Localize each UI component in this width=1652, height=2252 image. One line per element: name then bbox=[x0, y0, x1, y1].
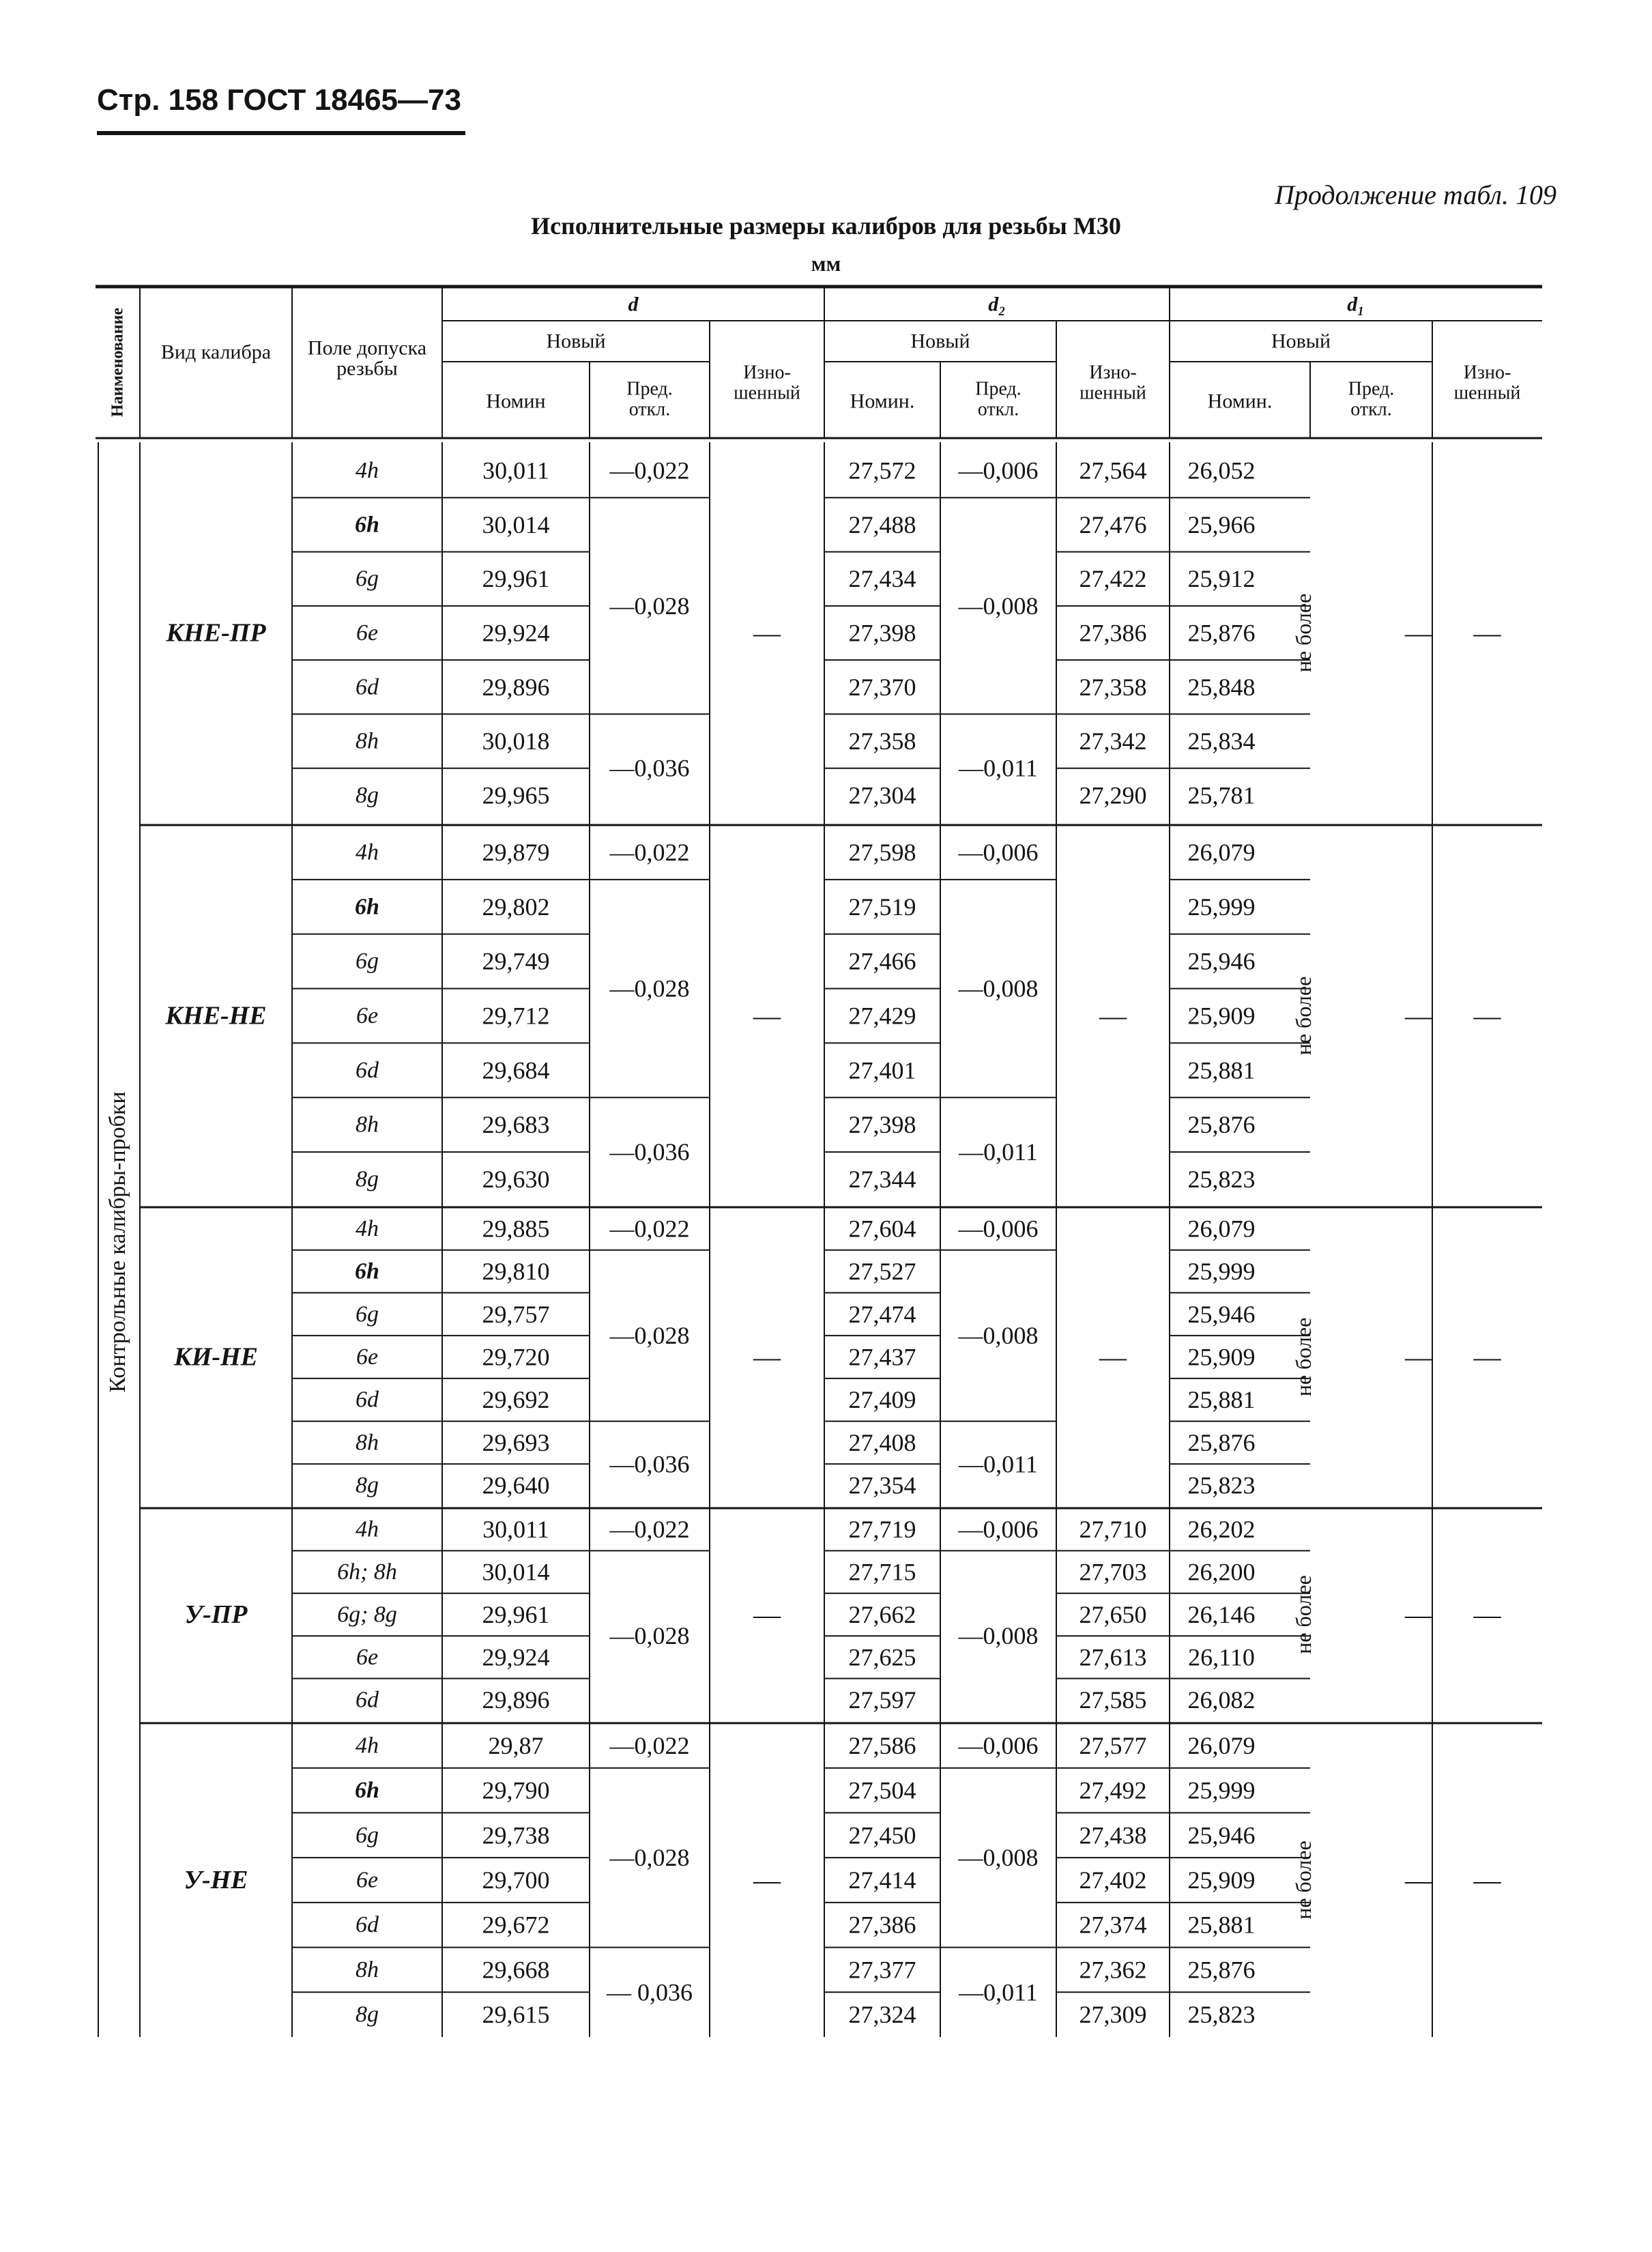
d1-nominal: 26,052 bbox=[1187, 457, 1256, 485]
d1-limit-deviation: — bbox=[1405, 618, 1432, 648]
tolerance-field: 6h bbox=[355, 512, 379, 538]
header-nominal: Номин. bbox=[850, 390, 915, 413]
header-d: d bbox=[628, 293, 639, 316]
d1-nominal: 26,200 bbox=[1187, 1558, 1256, 1586]
d2-nominal: 27,662 bbox=[848, 1601, 916, 1628]
gauge-name: У-ПР bbox=[184, 1600, 248, 1629]
tolerance-field: 8g bbox=[356, 2002, 379, 2027]
tolerance-field: 6g bbox=[356, 949, 379, 975]
d2-worn: 27,362 bbox=[1079, 1956, 1147, 1984]
d2-nominal: 27,354 bbox=[848, 1471, 916, 1499]
d2-nominal: 27,377 bbox=[848, 1956, 916, 1984]
header-tolerance-field: Поле допуска bbox=[307, 336, 427, 360]
d2-nominal: 27,527 bbox=[848, 1258, 916, 1286]
d1-nominal: 26,082 bbox=[1187, 1686, 1256, 1714]
d2-limit-deviation: —0,008 bbox=[958, 592, 1039, 620]
tolerance-field: 4h bbox=[356, 458, 379, 484]
d1-nominal: 25,823 bbox=[1187, 1471, 1256, 1499]
d2-nominal: 27,586 bbox=[848, 1731, 916, 1759]
d2-nominal: 27,604 bbox=[848, 1215, 916, 1243]
not-more-label: не более bbox=[1291, 976, 1316, 1056]
d2-limit-deviation: —0,006 bbox=[958, 457, 1039, 485]
not-more-label: не более bbox=[1291, 1575, 1316, 1654]
not-more-label: не более bbox=[1291, 1840, 1316, 1920]
d1-nominal: 26,146 bbox=[1187, 1601, 1256, 1628]
d1-nominal: 25,946 bbox=[1187, 1821, 1256, 1849]
header-new: Новый bbox=[546, 330, 606, 353]
d1-limit-deviation: — bbox=[1405, 1342, 1432, 1372]
d-nominal: 29,630 bbox=[482, 1166, 550, 1194]
d2-limit-deviation: —0,006 bbox=[958, 1516, 1039, 1544]
d2-nominal: 27,386 bbox=[848, 1911, 916, 1939]
d2-worn: 27,613 bbox=[1079, 1643, 1147, 1671]
d2-nominal: 27,598 bbox=[848, 838, 916, 866]
d-limit-deviation: — 0,036 bbox=[607, 1978, 693, 2006]
d2-limit-deviation: —0,006 bbox=[958, 838, 1039, 866]
d1-nominal: 25,881 bbox=[1187, 1056, 1256, 1084]
d1-nominal: 26,079 bbox=[1187, 1731, 1256, 1759]
tolerance-field: 8g bbox=[356, 1473, 379, 1499]
d2-nominal: 27,715 bbox=[848, 1558, 916, 1586]
d-nominal: 29,757 bbox=[482, 1300, 550, 1328]
d2-worn: 27,650 bbox=[1079, 1601, 1147, 1628]
d2-worn: 27,342 bbox=[1079, 727, 1147, 755]
d-nominal: 29,700 bbox=[482, 1866, 550, 1894]
d-nominal: 29,87 bbox=[488, 1731, 544, 1759]
header-worn: Изно- bbox=[1089, 362, 1137, 384]
d2-limit-deviation: —0,011 bbox=[959, 1978, 1038, 2006]
gauge-name: У-НЕ bbox=[184, 1866, 248, 1894]
d2-nominal: 27,434 bbox=[848, 565, 916, 593]
d2-nominal: 27,398 bbox=[848, 1111, 916, 1139]
header-new: Новый bbox=[1271, 330, 1331, 353]
d2-limit-deviation: —0,008 bbox=[958, 1622, 1039, 1650]
d-limit-deviation: —0,036 bbox=[609, 754, 690, 782]
d1-nominal: 25,881 bbox=[1187, 1911, 1256, 1939]
d-nominal: 29,738 bbox=[482, 1821, 550, 1849]
d-nominal: 29,684 bbox=[482, 1056, 550, 1084]
d1-nominal: 25,881 bbox=[1187, 1386, 1256, 1414]
tolerance-field: 4h bbox=[356, 839, 379, 865]
tolerance-field: 6e bbox=[356, 620, 379, 646]
d2-worn: 27,577 bbox=[1079, 1731, 1147, 1759]
d2-limit-deviation: —0,008 bbox=[958, 1322, 1039, 1350]
d2-nominal: 27,304 bbox=[848, 781, 916, 809]
d1-nominal: 25,946 bbox=[1187, 1300, 1256, 1328]
d2-nominal: 27,466 bbox=[848, 947, 916, 975]
d1-worn: — bbox=[1473, 1864, 1501, 1896]
tolerance-field: 6g bbox=[356, 566, 379, 592]
tolerance-field: 6h bbox=[355, 1778, 379, 1804]
d1-nominal: 25,876 bbox=[1187, 1956, 1256, 1984]
tolerance-field: 6h bbox=[355, 894, 379, 920]
d-limit-deviation: —0,028 bbox=[609, 975, 690, 1002]
d2-worn: 27,492 bbox=[1079, 1776, 1147, 1804]
d-nominal: 29,712 bbox=[482, 1002, 550, 1030]
d-limit-deviation: —0,028 bbox=[609, 1844, 690, 1872]
tolerance-field: 6d bbox=[356, 674, 379, 700]
tolerance-field: 8h bbox=[356, 1112, 379, 1138]
tolerance-field: 4h bbox=[356, 1215, 379, 1241]
d-nominal: 30,011 bbox=[482, 1516, 549, 1544]
d1-worn: — bbox=[1473, 618, 1501, 648]
d2-worn: 27,703 bbox=[1079, 1558, 1147, 1586]
d-nominal: 29,693 bbox=[482, 1428, 550, 1456]
d1-worn: — bbox=[1473, 1342, 1501, 1372]
tolerance-field: 6d bbox=[356, 1687, 379, 1713]
tolerance-field: 6d bbox=[356, 1057, 379, 1083]
d-nominal: 29,961 bbox=[482, 1601, 550, 1628]
table-unit: мм bbox=[811, 251, 841, 276]
header-d1: d₁ bbox=[1347, 293, 1365, 316]
d-nominal: 30,018 bbox=[482, 727, 550, 755]
table-continuation: Продолжение табл. 109 bbox=[1274, 179, 1556, 210]
gauge-name: КНЕ-ПР bbox=[166, 618, 266, 648]
group-label: Контрольные калибры-пробки bbox=[105, 1091, 130, 1393]
d1-nominal: 25,909 bbox=[1187, 1343, 1256, 1371]
d2-nominal: 27,401 bbox=[848, 1056, 916, 1084]
d1-nominal: 25,823 bbox=[1187, 1166, 1256, 1194]
d-nominal: 29,802 bbox=[482, 893, 550, 921]
d-nominal: 29,961 bbox=[482, 565, 550, 593]
d2-worn: — bbox=[1099, 1342, 1127, 1372]
d-nominal: 29,810 bbox=[482, 1258, 550, 1286]
d2-limit-deviation: —0,008 bbox=[958, 1844, 1039, 1872]
tolerance-field: 6g bbox=[356, 1822, 379, 1848]
d1-nominal: 25,999 bbox=[1187, 1258, 1256, 1286]
d2-worn: 27,402 bbox=[1079, 1866, 1147, 1894]
tolerance-field: 6h; 8h bbox=[337, 1559, 397, 1585]
d2-worn: 27,358 bbox=[1079, 673, 1147, 701]
d2-limit-deviation: —0,008 bbox=[958, 975, 1039, 1002]
d-nominal: 29,749 bbox=[482, 947, 550, 975]
d1-nominal: 25,909 bbox=[1187, 1866, 1256, 1894]
d-nominal: 29,790 bbox=[482, 1776, 550, 1804]
d1-limit-deviation: — bbox=[1405, 1599, 1432, 1630]
d1-nominal: 25,848 bbox=[1187, 673, 1256, 701]
d2-limit-deviation: —0,006 bbox=[958, 1215, 1039, 1243]
d1-nominal: 25,834 bbox=[1187, 727, 1256, 755]
header-limit-deviation: откл. bbox=[1350, 399, 1392, 420]
d2-worn: 27,585 bbox=[1079, 1686, 1147, 1714]
d-nominal: 29,672 bbox=[482, 1911, 550, 1939]
header-worn: Изно- bbox=[743, 362, 791, 384]
d-limit-deviation: —0,022 bbox=[609, 1516, 690, 1544]
d2-nominal: 27,719 bbox=[848, 1516, 916, 1544]
table-title: Исполнительные размеры калибров для резьбы М30 bbox=[531, 212, 1121, 240]
d2-nominal: 27,398 bbox=[848, 619, 916, 647]
d1-nominal: 25,781 bbox=[1187, 781, 1256, 809]
d1-nominal: 26,110 bbox=[1188, 1643, 1255, 1671]
header-name: Наименование bbox=[108, 308, 127, 417]
d2-nominal: 27,414 bbox=[848, 1866, 916, 1894]
d-worn: — bbox=[753, 1864, 781, 1896]
d2-nominal: 27,344 bbox=[848, 1166, 916, 1194]
header-nominal: Номин bbox=[486, 390, 546, 413]
tolerance-field: 6e bbox=[356, 1867, 379, 1893]
d-nominal: 29,692 bbox=[482, 1386, 550, 1414]
d-worn: — bbox=[753, 1599, 781, 1630]
d2-nominal: 27,409 bbox=[848, 1386, 916, 1414]
d1-nominal: 26,079 bbox=[1187, 838, 1256, 866]
d2-limit-deviation: —0,011 bbox=[959, 754, 1038, 782]
d1-worn: — bbox=[1473, 1599, 1501, 1630]
d2-worn: 27,374 bbox=[1079, 1911, 1147, 1939]
d1-nominal: 25,912 bbox=[1187, 565, 1256, 593]
d-nominal: 29,640 bbox=[482, 1471, 550, 1499]
gauge-name: КИ-НЕ bbox=[174, 1342, 258, 1372]
d1-nominal: 25,999 bbox=[1187, 1776, 1256, 1804]
d2-worn: 27,438 bbox=[1079, 1821, 1147, 1849]
d-limit-deviation: —0,036 bbox=[609, 1138, 690, 1166]
header-nominal: Номин. bbox=[1207, 390, 1273, 413]
d1-nominal: 25,966 bbox=[1187, 510, 1256, 538]
d1-nominal: 26,079 bbox=[1187, 1215, 1256, 1243]
tolerance-field: 6d bbox=[356, 1387, 379, 1413]
tolerance-field: 8h bbox=[356, 1957, 379, 1982]
d-nominal: 30,014 bbox=[482, 510, 550, 538]
d-nominal: 29,965 bbox=[482, 781, 550, 809]
d-limit-deviation: —0,036 bbox=[609, 1450, 690, 1478]
d-nominal: 29,683 bbox=[482, 1111, 550, 1139]
d-limit-deviation: —0,028 bbox=[609, 1322, 690, 1350]
header-limit-deviation: Пред. bbox=[975, 378, 1021, 400]
d2-worn: 27,710 bbox=[1079, 1516, 1147, 1544]
tolerance-field: 6h bbox=[355, 1258, 379, 1284]
tolerance-field: 8h bbox=[356, 728, 379, 754]
d-worn: — bbox=[753, 618, 781, 648]
d-nominal: 29,896 bbox=[482, 1686, 550, 1714]
d2-nominal: 27,408 bbox=[848, 1428, 916, 1456]
d1-limit-deviation: — bbox=[1405, 1864, 1432, 1896]
header-tolerance-field: резьбы bbox=[336, 357, 398, 380]
not-more-label: не более bbox=[1291, 593, 1316, 673]
tolerance-field: 6e bbox=[356, 1003, 379, 1028]
d-nominal: 29,924 bbox=[482, 1643, 550, 1671]
d1-nominal: 25,876 bbox=[1187, 1428, 1256, 1456]
tolerance-field: 8h bbox=[356, 1430, 379, 1456]
header-worn: шенный bbox=[734, 382, 800, 404]
d1-nominal: 25,876 bbox=[1187, 1111, 1256, 1139]
d2-nominal: 27,324 bbox=[848, 2001, 916, 2029]
d2-limit-deviation: —0,006 bbox=[958, 1731, 1039, 1759]
d-nominal: 29,615 bbox=[482, 2001, 550, 2029]
d-nominal: 29,879 bbox=[482, 838, 550, 866]
d2-limit-deviation: —0,011 bbox=[959, 1138, 1038, 1166]
d-limit-deviation: —0,022 bbox=[609, 1215, 690, 1243]
d-worn: — bbox=[753, 1000, 781, 1031]
d2-worn: 27,476 bbox=[1079, 510, 1147, 538]
d-limit-deviation: —0,028 bbox=[609, 1622, 690, 1650]
d-nominal: 29,924 bbox=[482, 619, 550, 647]
not-more-label: не более bbox=[1291, 1317, 1316, 1397]
tolerance-field: 6g bbox=[356, 1301, 379, 1327]
d1-nominal: 26,202 bbox=[1187, 1516, 1256, 1544]
d2-worn: 27,386 bbox=[1079, 619, 1147, 647]
d-nominal: 30,014 bbox=[482, 1558, 550, 1586]
tolerance-field: 6g; 8g bbox=[337, 1602, 397, 1628]
d1-nominal: 25,909 bbox=[1187, 1002, 1256, 1030]
d1-nominal: 25,946 bbox=[1187, 947, 1256, 975]
tolerance-field: 6e bbox=[356, 1644, 379, 1670]
header-worn: шенный bbox=[1079, 382, 1146, 404]
page-header: Стр. 158 ГОСТ 18465—73 bbox=[97, 83, 461, 117]
tolerance-field: 6e bbox=[356, 1344, 379, 1370]
d-nominal: 29,668 bbox=[482, 1956, 550, 1984]
d2-worn: 27,564 bbox=[1079, 457, 1147, 485]
d2-worn: — bbox=[1099, 1000, 1127, 1031]
d2-nominal: 27,504 bbox=[848, 1776, 916, 1804]
d2-nominal: 27,474 bbox=[848, 1300, 916, 1328]
d-nominal: 29,896 bbox=[482, 673, 550, 701]
tolerance-field: 6d bbox=[356, 1912, 379, 1938]
header-limit-deviation: откл. bbox=[628, 399, 671, 420]
d2-nominal: 27,572 bbox=[848, 457, 916, 485]
d1-nominal: 25,823 bbox=[1187, 2001, 1256, 2029]
tolerance-field: 8g bbox=[356, 1166, 379, 1192]
header-limit-deviation: откл. bbox=[977, 399, 1019, 420]
d2-nominal: 27,597 bbox=[848, 1686, 916, 1714]
d2-worn: 27,290 bbox=[1079, 781, 1147, 809]
header-gauge-type: Вид калибра bbox=[160, 341, 272, 364]
d-nominal: 29,885 bbox=[482, 1215, 550, 1243]
d1-limit-deviation: — bbox=[1405, 1000, 1432, 1031]
d2-nominal: 27,450 bbox=[848, 1821, 916, 1849]
d2-nominal: 27,370 bbox=[848, 673, 916, 701]
d-limit-deviation: —0,022 bbox=[609, 457, 690, 485]
d2-nominal: 27,625 bbox=[848, 1643, 916, 1671]
tolerance-field: 8g bbox=[356, 782, 379, 808]
d1-nominal: 25,876 bbox=[1187, 619, 1256, 647]
d2-nominal: 27,437 bbox=[848, 1343, 916, 1371]
header-limit-deviation: Пред. bbox=[1348, 378, 1395, 400]
d-nominal: 30,011 bbox=[482, 457, 549, 485]
d-nominal: 29,720 bbox=[482, 1343, 550, 1371]
header-worn: Изно- bbox=[1463, 362, 1511, 384]
header-limit-deviation: Пред. bbox=[626, 378, 673, 400]
header-worn: шенный bbox=[1453, 382, 1521, 404]
tolerance-field: 4h bbox=[356, 1733, 379, 1759]
gauge-name: КНЕ-НЕ bbox=[165, 1001, 267, 1030]
header-new: Новый bbox=[910, 330, 970, 353]
d1-nominal: 25,999 bbox=[1187, 893, 1256, 921]
d2-nominal: 27,358 bbox=[848, 727, 916, 755]
d2-limit-deviation: —0,011 bbox=[959, 1450, 1038, 1478]
d2-worn: 27,422 bbox=[1079, 565, 1147, 593]
d-limit-deviation: —0,022 bbox=[609, 838, 690, 866]
d-limit-deviation: —0,028 bbox=[609, 592, 690, 620]
d2-worn: 27,309 bbox=[1079, 2001, 1147, 2029]
d2-nominal: 27,429 bbox=[848, 1002, 916, 1030]
d-limit-deviation: —0,022 bbox=[609, 1731, 690, 1759]
header-d2: d₂ bbox=[988, 293, 1006, 316]
d1-worn: — bbox=[1473, 1000, 1501, 1031]
d-worn: — bbox=[753, 1342, 781, 1372]
d2-nominal: 27,488 bbox=[848, 510, 916, 538]
tolerance-field: 4h bbox=[356, 1516, 379, 1542]
d2-nominal: 27,519 bbox=[848, 893, 916, 921]
